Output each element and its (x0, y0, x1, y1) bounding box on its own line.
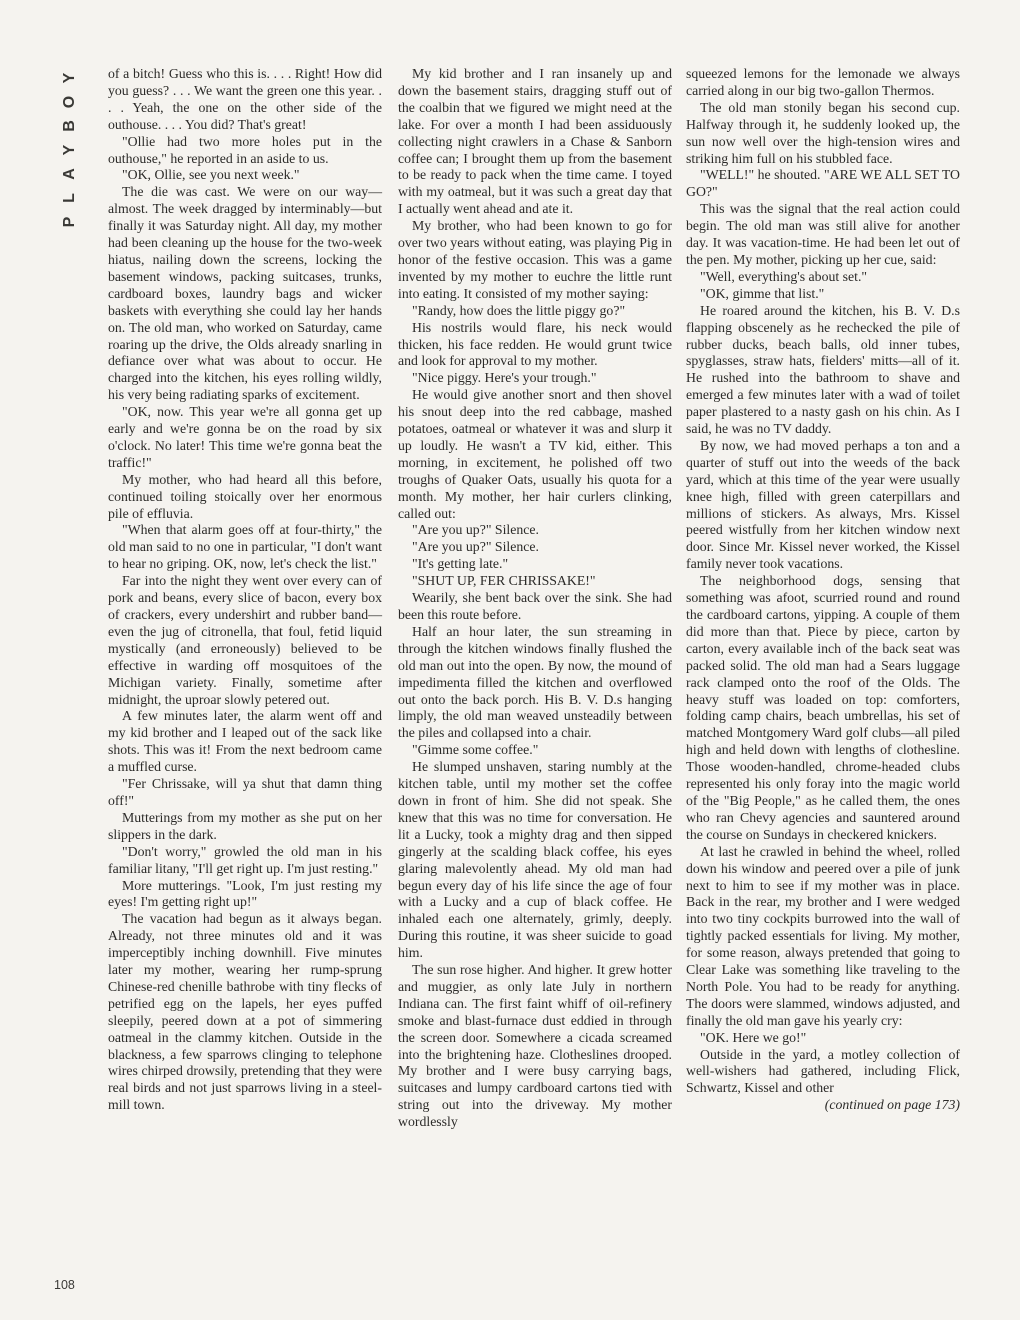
paragraph: My kid brother and I ran insanely up and down the basement stairs, dragging stuff out of the coalbin that we figured we might need at the lake. For over a month I had been assiduously collecting night crawlers in a Chase & Sanborn coffee can; I brought them up from the basement to be ready to pack when the time came. I toyed with my oatmeal, but it was such a great day that I actually went ahead and ate it. (398, 66, 672, 217)
paragraph: "SHUT UP, FER CHRISSAKE!" (412, 573, 596, 589)
paragraph: "Well, everything's about set." (700, 268, 868, 284)
paragraph: Outside in the yard, a motley collection of well-wishers had gathered, including Flick, Schwartz, Kissel and other (686, 1046, 960, 1096)
paragraph: "OK, now. This year we're all gonna get up early and we're gonna be on the road by six o'clock. No later! This time we're gonna beat the traffic!" (108, 404, 382, 470)
text-column-3 (686, 66, 960, 1114)
paragraph: More mutterings. "Look, I'm just resting my eyes! I'm getting right up!" (108, 877, 382, 910)
paragraph: of a bitch! Guess who this is. . . . Right! How did you guess? . . . We want the green one this year. . . . Yeah, the one on the other side of the outhouse. . . . You did? That's great! (108, 66, 382, 132)
paragraph: Half an hour later, the sun streaming in through the kitchen windows finally flushed the old man out into the open. By now, the mound of impedimenta filled the kitchen and overflowed out onto the back porch. His B. V. D.s hanging limply, the old man weaved unsteadily between the piles and collapsed into a chair. (398, 623, 672, 741)
running-head-letter: B (61, 120, 78, 132)
paragraph: My brother, who had been known to go for over two years without eating, was playing Pig in honor of the festive occasion. This was a game invented by my mother to euchre the little runt into eating. It consisted of my mother saying: (398, 218, 672, 301)
paragraph: "Are you up?" Silence. (412, 539, 539, 555)
running-head (60, 66, 80, 234)
paragraph: By now, we had moved perhaps a ton and a quarter of stuff out into the weeds of the back yard, which at this time of the year were usually knee high, filled with green caterpillars and millions of stickers. As always, Mrs. Kissel peered wistfully from her kitchen window next door. Since Mr. Kissel never worked, the Kissel family never took vacations. (686, 437, 960, 572)
paragraph: A few minutes later, the alarm went off and my kid brother and I leaped out of the sack like shots. This was it! From the next bedroom came a muffled curse. (108, 708, 382, 775)
paragraph: "OK, gimme that list." (700, 285, 825, 301)
paragraph: "Randy, how does the little piggy go?" (412, 302, 626, 318)
paragraph: He would give another snort and then shovel his snout deep into the red cabbage, mashed potatoes, oatmeal or whatever it was and slurp it up loudly. He wasn't a TV kid, either. This morning, in excitement, he polished off two troughs of Quaker Oats, usually his quota for a month. My mother, her hair curlers clinking, called out: (398, 387, 672, 521)
paragraph: "Nice piggy. Here's your trough." (412, 370, 597, 386)
paragraph: Mutterings from my mother as she put on her slippers in the dark. (108, 809, 382, 842)
paragraph: "OK. Here we go!" (700, 1029, 807, 1045)
paragraph: squeezed lemons for the lemonade we always carried along in our big two-gallon Thermos. (686, 66, 960, 98)
paragraph: The die was cast. We were on our way—almost. The week dragged by interminably—but finally it was Saturday night. All day, my mother had been cleaning up the house for the two-week hiatus, nailing down the screens, locking the basement windows, packing suitcases, trunks, cardboard boxes, laundry bags and wicker baskets with everything she could lay her hands on. The old man, who worked on Saturday, came roaring up the drive, the Olds already snarling in defiance over what was about to occur. He charged into the kitchen, his eyes rolling wildly, his very being radiating sparks of excitement. (108, 184, 382, 403)
paragraph: My mother, who had heard all this before, continued toiling stoically over her enormous pile of effluvia. (108, 471, 382, 521)
running-head-letter: P (61, 216, 78, 228)
paragraph: "Ollie had two more holes put in the outhouse," he reported in an aside to us. (108, 133, 382, 166)
running-head-letter: Y (61, 144, 78, 156)
running-head-letter: Y (61, 72, 78, 84)
paragraph: "Fer Chrissake, will ya shut that damn thing off!" (108, 776, 382, 808)
running-head-letter: A (61, 168, 78, 180)
paragraph: "Gimme some coffee." (412, 742, 539, 758)
text-column-1 (108, 66, 382, 1114)
text-column-2 (398, 66, 672, 1131)
paragraph: "Are you up?" Silence. (412, 522, 539, 538)
running-head-letter: O (61, 95, 78, 109)
paragraph: The sun rose higher. And higher. It grew hotter and muggier, as only late July in northern Indiana can. The first faint whiff of oil-refinery smoke and blast-furnace dust eddied in through the screen door. Somewhere a cicada screamed into the brightening haze. Clotheslines drooped. My brother and I were busy carrying bags, suitcases and lumpy cardboard cartons tied with string out into the driveway. My mother wordlessly (398, 962, 672, 1130)
paragraph: The vacation had begun as it always began. Already, not three minutes old and it was imperceptibly inching downhill. Five minutes later my mother, wearing her rump-sprung Chinese-red chenille bathrobe with tiny flecks of petrified egg on the lapels, her eyes puffed sleepily, peered down at a pot of simmering oatmeal in the clammy kitchen. Outside in the blackness, a few sparrows clinging to telephone wires chirped drowsily, pretending that they were real birds and not just sparrows living in a steel-mill town. (108, 911, 382, 1113)
paragraph: "OK, Ollie, see you next week." (122, 167, 300, 183)
page-number: 108 (54, 1278, 75, 1292)
paragraph: He roared around the kitchen, his B. V. D.s flapping obscenely as he rechecked the pile of rubber ducks, beach balls, old inner tubes, spyglasses, straw hats, fielders' mitts—all of it. He rushed into the bathroom to shave and emerged a few minutes later with a wad of toilet paper plastered to a nasty gash on his chin. As I said, he was no TV daddy. (686, 302, 960, 437)
paragraph: The neighborhood dogs, sensing that something was afoot, scurried round and round the cardboard cartons, yipping. A couple of them did more than that. Piece by piece, carton by carton, every available inch of the back seat was packed solid. The old man had a Sears luggage rack clamped onto the roof of the Olds. The heavy stuff was loaded on top: comforters, folding camp chairs, beach umbrellas, his set of matched Montgomery Ward golf clubs—all piled high and held down with lengths of clothesline. Those wooden-handled, chrome-headed clubs represented his only foray into the magic world of the "Big People," as he called them, the ones who ran Chevy agencies and sauntered around the course on Sundays in checkered knickers. (686, 573, 960, 842)
running-head-letter: L (61, 193, 78, 203)
paragraph: Wearily, she bent back over the sink. She had been this route before. (398, 590, 672, 622)
paragraph: He slumped unshaven, staring numbly at the kitchen table, until my mother set the coffee down in front of him. She did not speak. She knew that this was no time for conversation. He lit a Lucky, took a mighty drag and then sipped gingerly at the scalding black coffee, his eyes glaring malevolently ahead. My old man had begun every day of his life since the age of four with a Lucky and a cup of black coffee. He inhaled each one alternately, grimly, deeply. During this routine, it was sheer suicide to goad him. (398, 759, 672, 961)
paragraph: "When that alarm goes off at four-thirty," the old man said to no one in particular, "I don't want to hear no griping. OK, now, let's check the list." (108, 522, 382, 572)
continued-jump-line[interactable]: (continued on page 173) (824, 1097, 960, 1113)
paragraph: At last he crawled in behind the wheel, rolled down his window and peered over a pile of junk next to him to see if my mother was in place. Back in the rear, my brother and I were wedged into two tiny cockpits burrowed into the wall of tightly packed essentials for living. My mother, for some reason, always pretended that going to Clear Lake was something like traveling to the North Pole. You had to be ready for anything. The doors were slammed, windows adjusted, and finally the old man gave his yearly cry: (686, 843, 960, 1028)
paragraph: "It's getting late." (412, 556, 509, 572)
paragraph: The old man stonily began his second cup. Halfway through it, he suddenly looked up, the sun now well over the high-tension wires and striking him full on his stubbled face. (686, 99, 960, 166)
paragraph: "WELL!" he shouted. "ARE WE ALL SET TO GO?" (686, 167, 960, 200)
paragraph: This was the signal that the real action could begin. The old man was still alive for another day. It was vacation-time. He had been let out of the pen. My mother, picking up her cue, said: (686, 201, 960, 267)
paragraph: Far into the night they went over every can of pork and beans, every slice of bacon, every box of crackers, every undershirt and rubber band—even the jug of citronella, that foul, fetid liquid mystically (and erroneously) believed to be effective in warding off mosquitoes of the Michigan variety. Finally, sometime after midnight, the uproar slowly petered out. (108, 573, 382, 707)
paragraph: "Don't worry," growled the old man in his familiar litany, "I'll get right up. I'm just resting." (108, 843, 382, 876)
paragraph: His nostrils would flare, his neck would thicken, his face redden. He would grunt twice and look for approval to my mother. (398, 319, 672, 369)
